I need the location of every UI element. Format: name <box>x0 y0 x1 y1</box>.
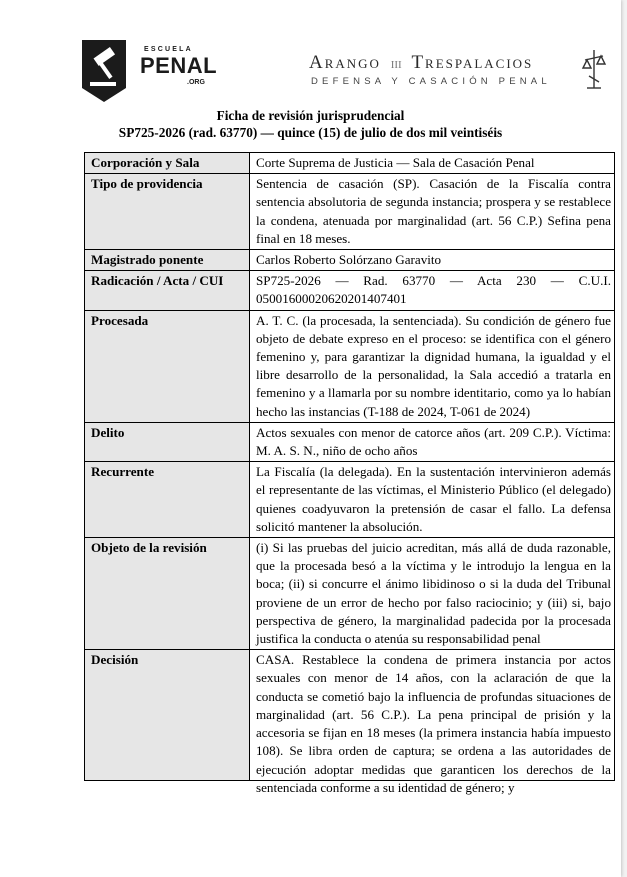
row-label: Delito <box>85 422 250 461</box>
row-label: Tipo de providencia <box>85 174 250 250</box>
row-value: SP725-2026 — Rad. 63770 — Acta 230 — C.U.I. 05001600020620201407401 <box>250 271 615 310</box>
scales-cross-icon <box>579 48 609 92</box>
firm-name-right: Trespalacios <box>411 52 534 73</box>
firm-separator: III <box>390 59 402 71</box>
logo-escuela-text: ESCUELA <box>144 46 193 53</box>
table-row <box>85 462 615 538</box>
escuela-penal-logo <box>80 38 218 104</box>
table-row <box>85 422 615 461</box>
firm-name-left: Arango <box>309 52 381 73</box>
row-value-cell <box>250 650 615 795</box>
row-label: Decisión <box>85 650 250 781</box>
logo-org-text: .ORG <box>187 79 205 86</box>
arango-trespalacios-logo <box>309 52 607 98</box>
table-row <box>85 174 615 250</box>
logo-penal-text: PENAL <box>140 53 218 78</box>
table-row <box>85 538 615 650</box>
table-row <box>85 250 615 271</box>
firm-tagline: DEFENSA Y CASACIÓN PENAL <box>311 76 551 87</box>
row-value: A. T. C. (la procesada, la sentenciada). Su condición de género fue objeto de debate expreso en el proceso: se identifica con el género femenino y, para garantizar la dignidad humana, la igualdad y el libre desarrollo de la personalidad, la Sala accedió a tratarla en femenino y a llamarla por su nombre identitario, como ya lo habían hecho las instancias (T-188 de 2024, T-061 de 2024) <box>250 310 615 422</box>
firm-name <box>309 52 533 74</box>
gavel-shield-icon <box>80 38 128 104</box>
row-value: Sentencia de casación (SP). Casación de la Fiscalía contra sentencia absolutoria de segunda instancia; prospera y se restablece la condena, atenuada por marginalidad (art. 56 C.P.) Sefina pena final en 18 meses. <box>250 174 615 250</box>
table-row <box>85 153 615 174</box>
document-title: Ficha de revisión jurisprudencial <box>216 108 405 123</box>
row-label: Objeto de la revisión <box>85 538 250 650</box>
table-row <box>85 650 615 781</box>
document-subtitle: SP725-2026 (rad. 63770) — quince (15) de julio de dos mil veintiséis <box>118 125 503 140</box>
row-value: Actos sexuales con menor de catorce años (art. 209 C.P.). Víctima: M. A. S. N., niño de ocho años <box>250 422 615 461</box>
row-label: Corporación y Sala <box>85 153 250 174</box>
row-label: Radicación / Acta / CUI <box>85 271 250 310</box>
jurisprudence-table <box>84 152 615 795</box>
row-value: Carlos Roberto Solórzano Garavito <box>250 250 615 271</box>
row-value: CASA. Restablece la condena de primera instancia por actos sexuales con menor de 14 años, con la aclaración de que la conducta se cometió bajo la influencia de profundas situaciones de marginalidad (art. 56 C.P.). La pena principal de prisión y la accesoria se fijan en 18 meses (la primera instancia había impuesto 108). Se libra orden de captura; se ordena a las autoridades de ejecución adoptar medidas que garanticen los derechos de la sentenciada conforme a su identidad de género; y <box>256 652 611 795</box>
row-label: Magistrado ponente <box>85 250 250 271</box>
table-row <box>85 310 615 422</box>
row-label: Recurrente <box>85 462 250 538</box>
row-label: Procesada <box>85 310 250 422</box>
row-value: La Fiscalía (la delegada). En la sustentación intervinieron además el representante de las víctimas, el Ministerio Público (el delegado) quienes coadyuvaron la pretensión de casar el fallo. La defensa solicitó mantener la absolución. <box>250 462 615 538</box>
table-row <box>85 271 615 310</box>
row-value: Corte Suprema de Justicia — Sala de Casación Penal <box>250 153 615 174</box>
row-value: (i) Si las pruebas del juicio acreditan, más allá de duda razonable, que la procesada besó a la víctima y le introdujo la lengua en la boca; (ii) si concurre el ánimo libidinoso o si la duda del Tribunal proviene de un error de hecho por falso raciocinio; y (iii) si, bajo perspectiva de género, la marginalidad padecida por la procesada justifica la conducta o atenúa su responsabilidad penal <box>250 538 615 650</box>
